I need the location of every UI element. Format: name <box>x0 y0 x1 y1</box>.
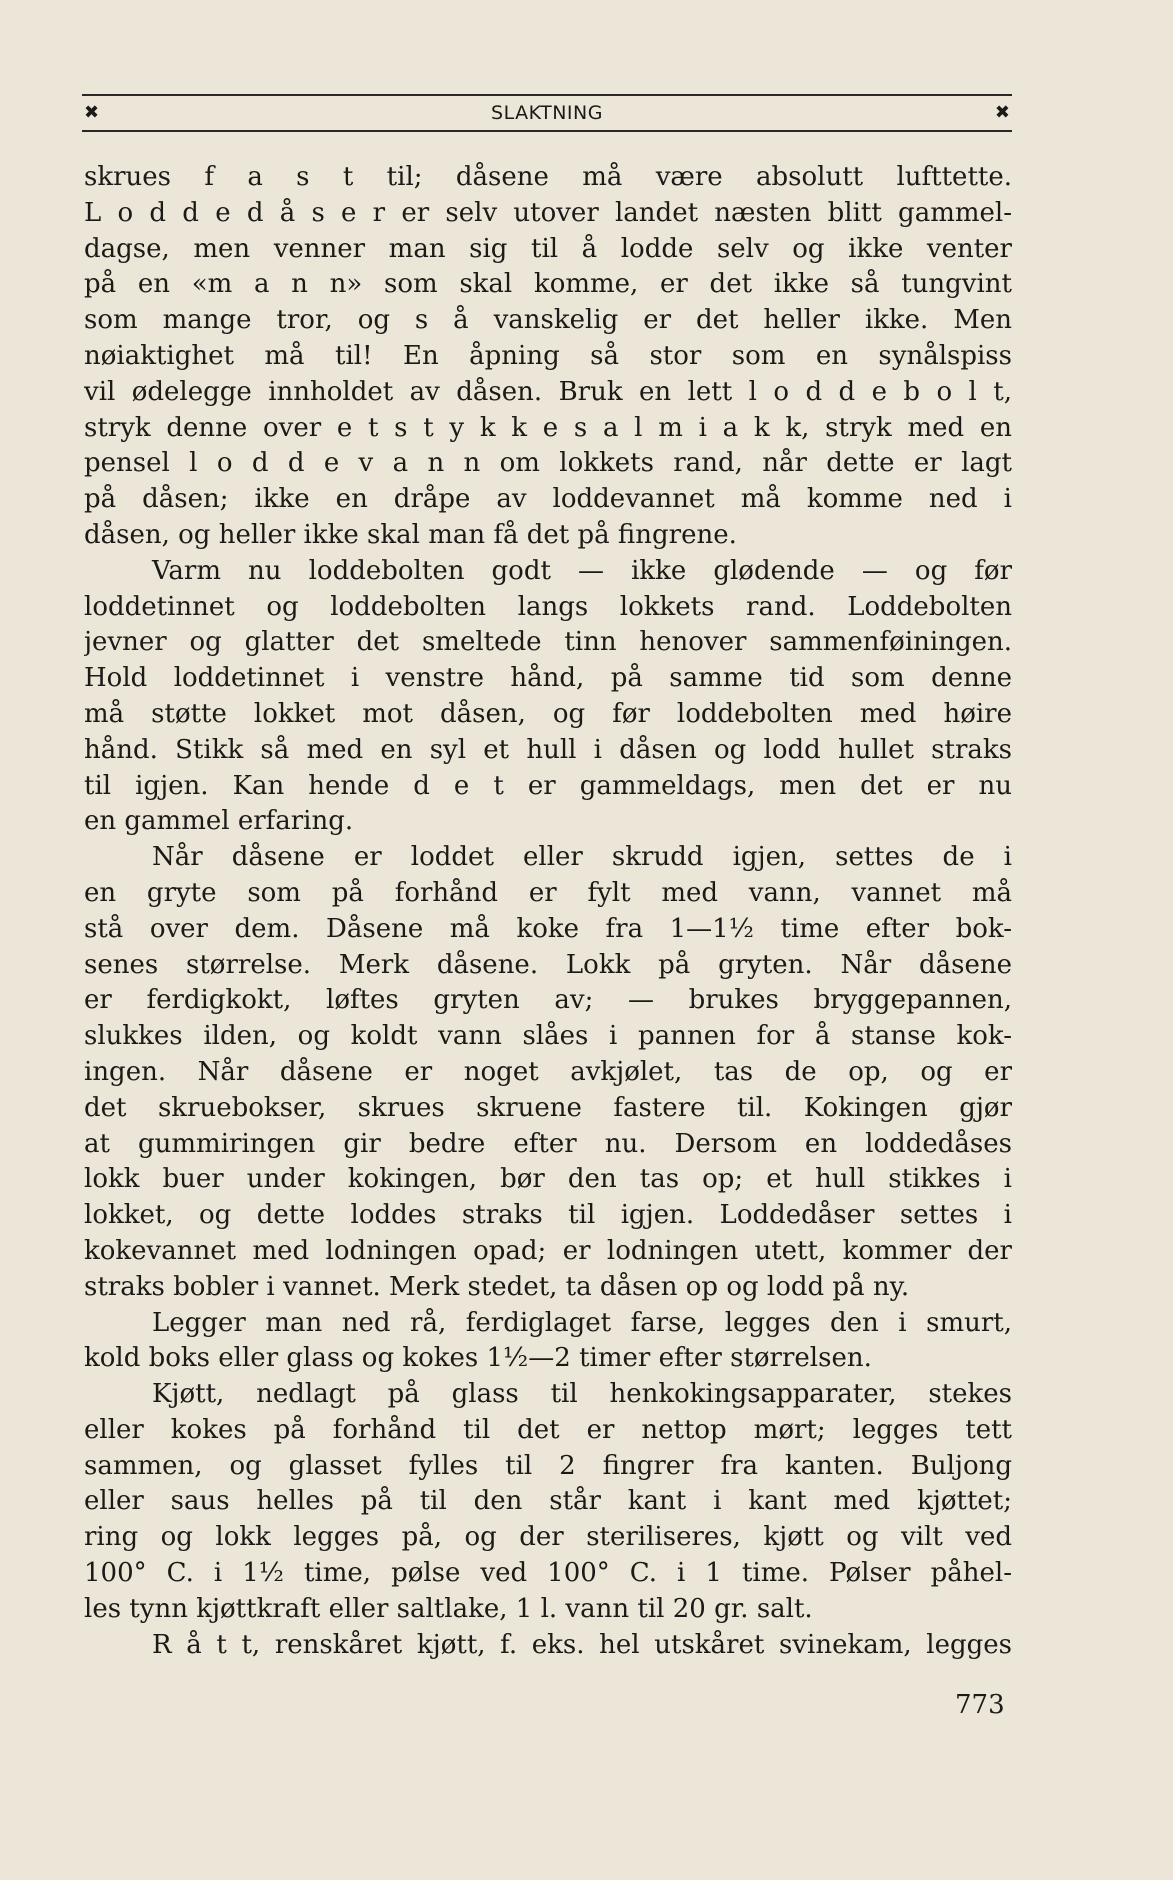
body-text <box>84 160 1012 1663</box>
text-line: Varm nu loddebolten godt — ikke glødende — og før <box>152 555 1012 586</box>
text-line: må støtte lokket mot dåsen, og før loddebolten med høire <box>84 698 1012 729</box>
text-line: straks bobler i vannet. Merk stedet, ta dåsen op og lodd på ny. <box>84 1271 910 1302</box>
text-line: stryk denne over e t s t y k k e s a l m i a k k, stryk med en <box>84 412 1012 443</box>
text-line: Hold loddetinnet i venstre hånd, på samme tid som denne <box>84 663 1012 694</box>
text-line: på en «m a n n» som skal komme, er det ikke så tungvint <box>84 269 1012 300</box>
text-line: senes størrelse. Merk dåsene. Lokk på gryten. Når dåsene <box>84 949 1012 980</box>
text-line: hånd. Stikk så med en syl et hull i dåsen og lodd hullet straks <box>84 734 1012 765</box>
text-line: Når dåsene er loddet eller skrudd igjen, settes de i <box>152 842 1012 873</box>
text-line: skrues f a s t til; dåsene må være absolutt lufttette. <box>84 162 1012 192</box>
text-line: er ferdigkokt, løftes gryten av; — brukes bryggepannen, <box>84 985 1012 1016</box>
text-line: loddetinnet og loddebolten langs lokkets rand. Loddebolten <box>84 591 1012 622</box>
text-line: slukkes ilden, og koldt vann slåes i pannen for å stanse kok- <box>84 1021 1012 1052</box>
right-ornament-icon: ✖ <box>994 102 1010 123</box>
text-line: stå over dem. Dåsene må koke fra 1—1½ time efter bok- <box>84 913 1012 944</box>
text-line: les tynn kjøttkraft eller saltlake, 1 l. vann til 20 gr. salt. <box>84 1593 813 1624</box>
text-line: lokk buer under kokingen, bør den tas op; et hull stikkes i <box>84 1164 1012 1195</box>
text-line: eller kokes på forhånd til det er nettop mørt; legges tett <box>84 1414 1012 1445</box>
text-line: vil ødelegge innholdet av dåsen. Bruk en lett l o d d e b o l t, <box>84 376 1012 407</box>
text-line: lokket, og dette loddes straks til igjen. Loddedåser settes i <box>84 1200 1012 1231</box>
text-line: til igjen. Kan hende d e t er gammeldags, men det er nu <box>84 770 1012 801</box>
text-line: en gammel erfaring. <box>84 806 354 837</box>
text-line: L o d d e d å s e r er selv utover landet næsten blitt gammel- <box>84 197 1012 228</box>
text-line: nøiaktighet må til! En åpning så stor som en synålspiss <box>84 340 1012 371</box>
text-line: på dåsen; ikke en dråpe av loddevannet må komme ned i <box>84 484 1012 515</box>
page-header-title: SLAKTNING <box>491 102 603 124</box>
text-line: kold boks eller glass og kokes 1½—2 timer efter størrelsen. <box>84 1343 872 1374</box>
text-line: dåsen, og heller ikke skal man få det på fingrene. <box>84 519 737 550</box>
left-ornament-icon: ✖ <box>84 102 100 123</box>
text-line: Legger man ned rå, ferdiglaget farse, legges den i smurt, <box>152 1307 1012 1338</box>
text-line: 100° C. i 1½ time, pølse ved 100° C. i 1 time. Pølser påhel- <box>84 1558 1012 1589</box>
text-line: ingen. Når dåsene er noget avkjølet, tas de op, og er <box>84 1056 1012 1087</box>
text-line: eller saus helles på til den står kant i kant med kjøttet; <box>84 1486 1012 1517</box>
text-line: dagse, men venner man sig til å lodde selv og ikke venter <box>84 233 1012 264</box>
page-number: 773 <box>955 1690 1005 1720</box>
text-line: pensel l o d d e v a n n om lokkets rand, når dette er lagt <box>84 448 1012 479</box>
running-header <box>82 94 1012 132</box>
text-line: R å t t, renskåret kjøtt, f. eks. hel utskåret svinekam, legges <box>152 1629 1012 1660</box>
text-line: Kjøtt, nedlagt på glass til henkokingsapparater, stekes <box>152 1379 1012 1410</box>
text-line: jevner og glatter det smeltede tinn henover sammenføiningen. <box>84 627 1012 658</box>
text-line: ring og lokk legges på, og der steriliseres, kjøtt og vilt ved <box>84 1522 1012 1553</box>
text-line: en gryte som på forhånd er fylt med vann, vannet må <box>84 877 1012 908</box>
text-line: at gummiringen gir bedre efter nu. Dersom en loddedåses <box>84 1128 1012 1159</box>
text-line: kokevannet med lodningen opad; er lodningen utett, kommer der <box>84 1235 1012 1266</box>
text-line: det skruebokser, skrues skruene fastere til. Kokingen gjør <box>84 1092 1012 1123</box>
text-line: sammen, og glasset fylles til 2 fingrer fra kanten. Buljong <box>84 1450 1012 1481</box>
text-line: som mange tror, og s å vanskelig er det heller ikke. Men <box>84 305 1012 336</box>
